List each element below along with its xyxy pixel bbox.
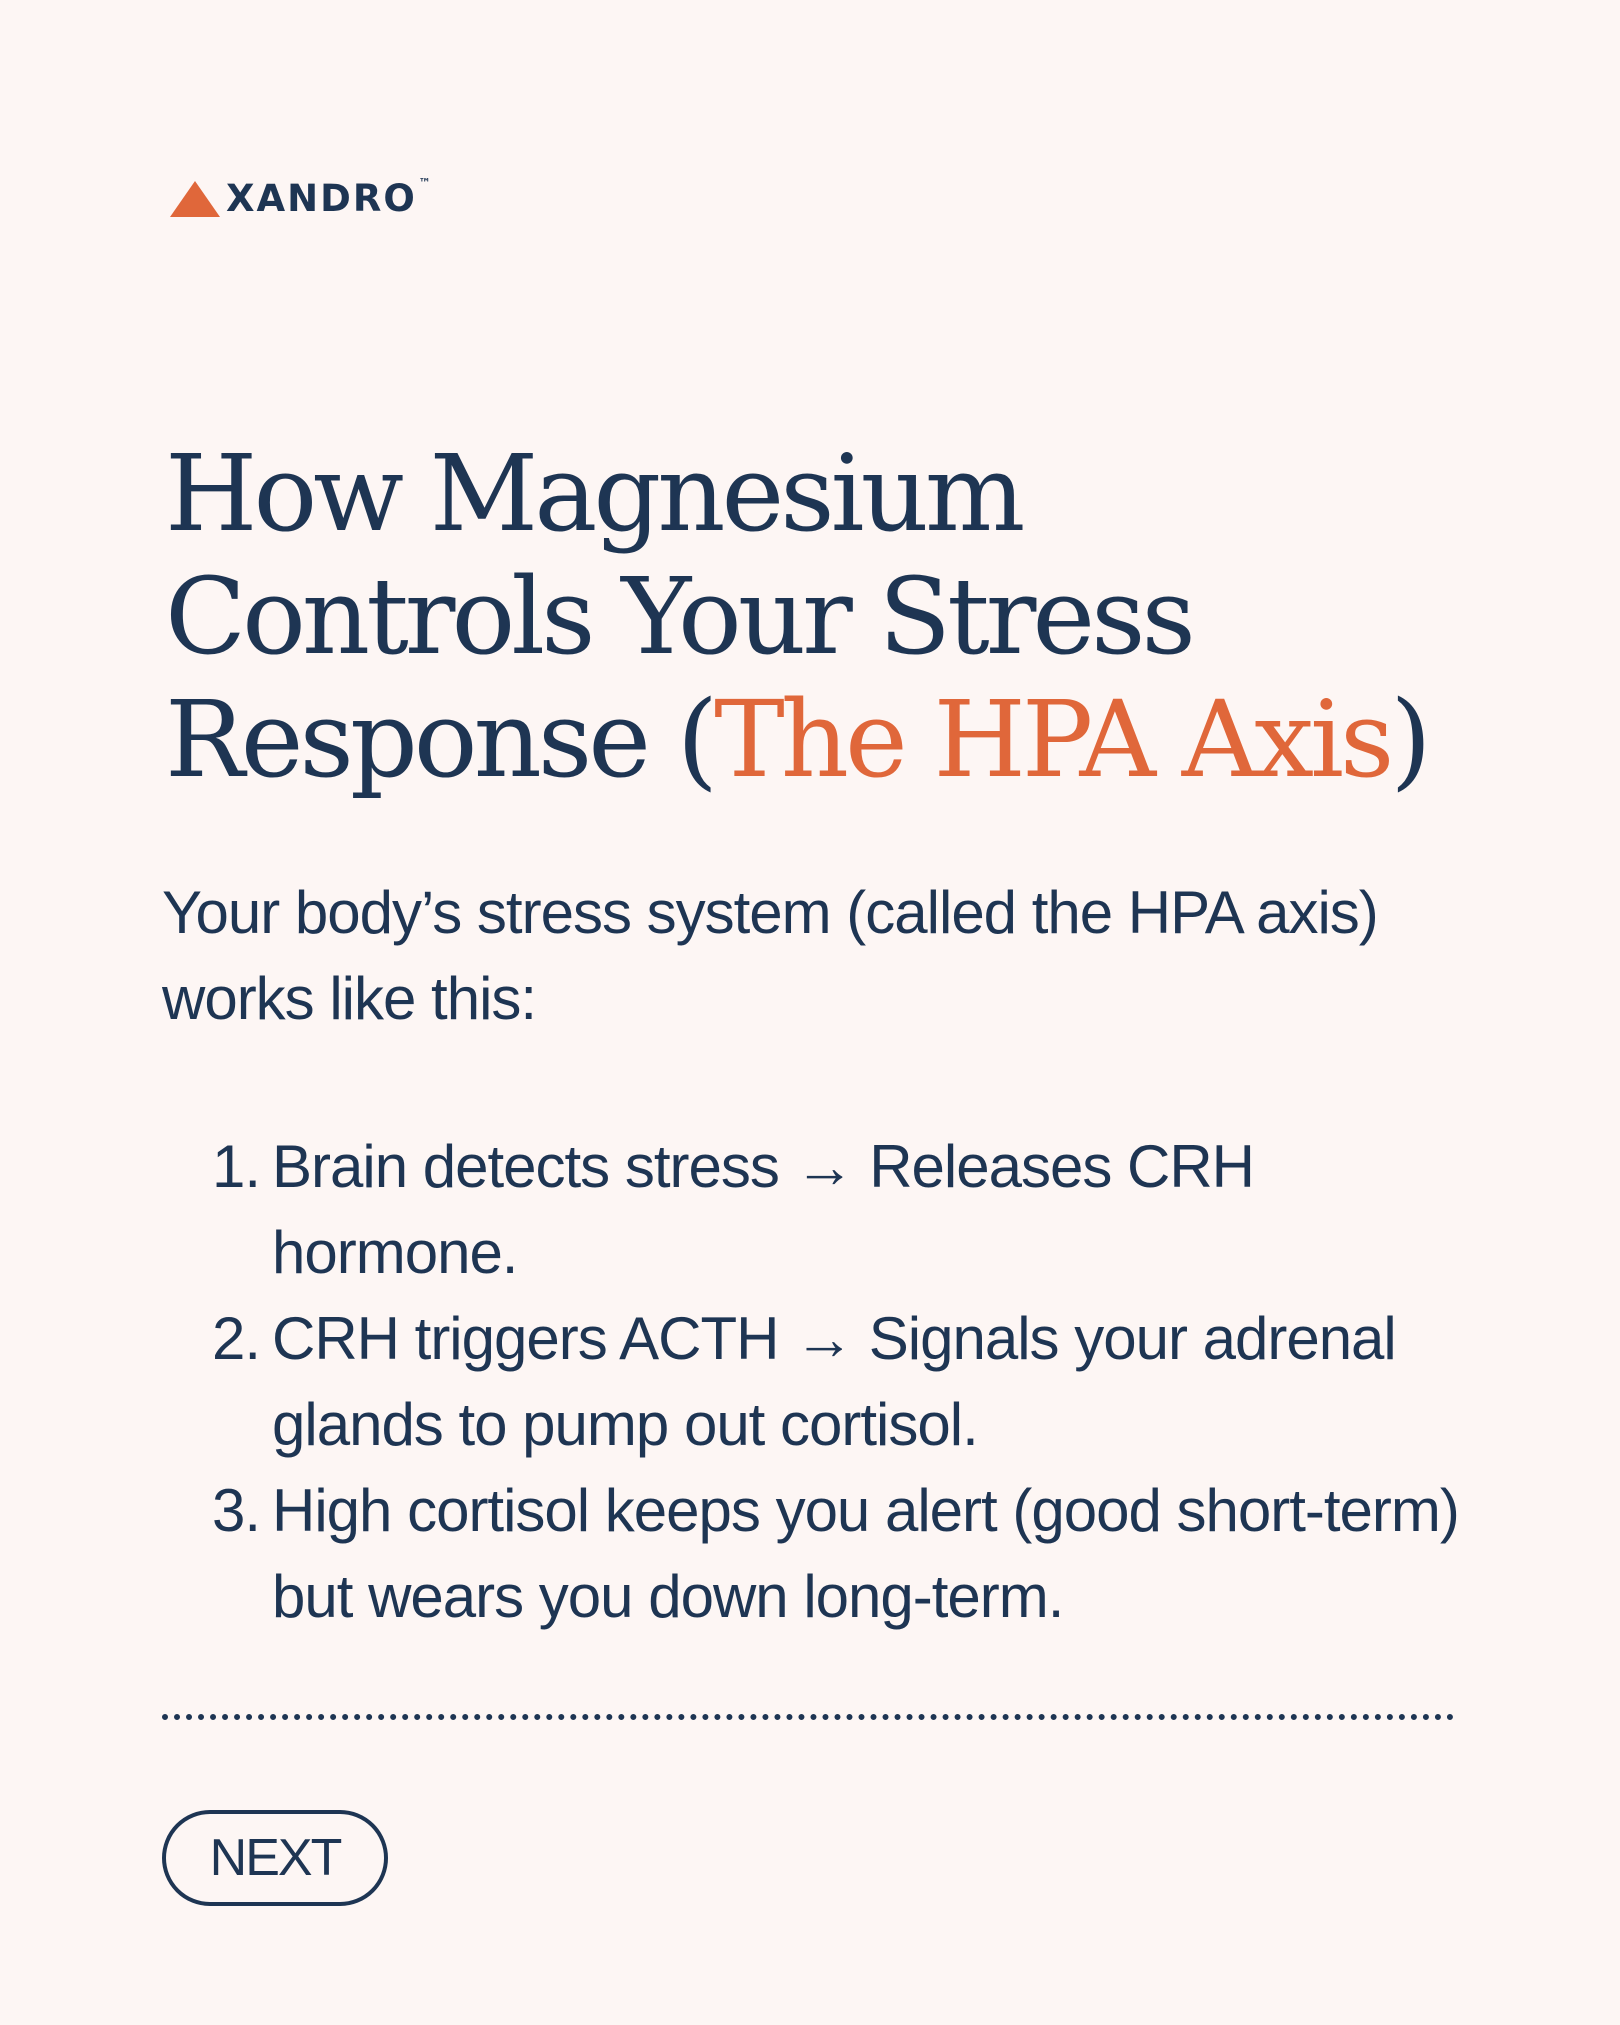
dotted-divider [162, 1714, 1454, 1720]
list-item [212, 1296, 1482, 1468]
next-button[interactable]: NEXT [162, 1810, 388, 1906]
list-item [212, 1468, 1482, 1640]
triangle-logo-icon [170, 181, 220, 217]
page-title [165, 432, 1465, 801]
step-text: High cortisol keeps you alert (good short-term) but wears you down long-term. [272, 1477, 1459, 1630]
step-number: 2. [212, 1305, 261, 1372]
step-number: 3. [212, 1477, 261, 1544]
steps-list [212, 1124, 1482, 1640]
step-text: Brain detects stress → Releases CRH hormone. [272, 1133, 1255, 1286]
brand-name: XANDRO [226, 177, 417, 220]
step-text: CRH triggers ACTH → Signals your adrenal glands to pump out cortisol. [272, 1305, 1396, 1458]
brand-logo [170, 176, 431, 220]
trademark-symbol: ™ [418, 176, 431, 190]
title-accent: The HPA Axis [714, 678, 1391, 801]
title-close: ) [1390, 678, 1428, 801]
step-number: 1. [212, 1133, 261, 1200]
list-item [212, 1124, 1482, 1296]
intro-text: Your body’s stress system (called the HPA axis) works like this: [162, 879, 1378, 1032]
title-main: How Magnesium Controls Your Stress Response ( [165, 432, 1192, 801]
